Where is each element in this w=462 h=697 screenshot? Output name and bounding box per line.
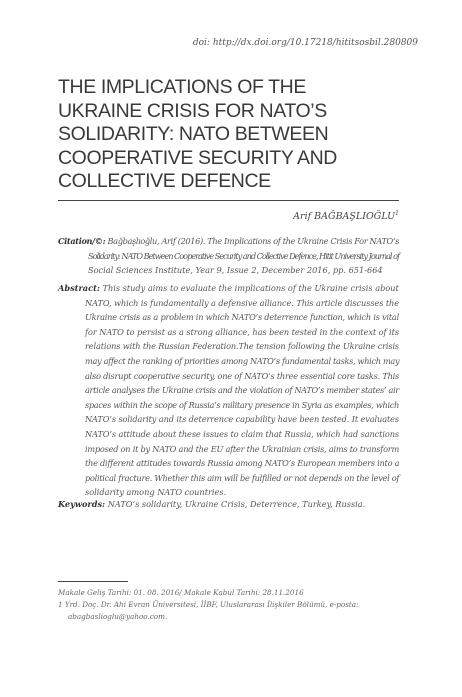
title-divider [58, 200, 399, 201]
abstract-line: article analyses the Ukraine crisis and the violation of NATO’s member states’ air [85, 385, 399, 396]
abstract-line: solidarity among NATO countries. [85, 487, 227, 498]
footnote-divider [58, 581, 128, 582]
abstract-line: spaces within the scope of Russia’s military presence in Syria as examples, which [85, 399, 399, 410]
submission-dates: Makale Geliş Tarihi: 01. 08. 2016/ Makale Kabul Tarihi: 28.11.2016 [58, 588, 304, 597]
abstract-line: NATO’s attitude about these issues to claim that Russia, which had sanctions [85, 428, 399, 439]
citation-line: Bağbaşlıoğlu, Arif (2016). The Implications of the Ukraine Crisis For NATO’s [107, 236, 399, 246]
author-name [293, 210, 399, 222]
author-email[interactable]: abagbaslioglu@yahoo.com. [68, 612, 168, 621]
abstract-block [58, 281, 399, 500]
title-line: UKRAINE CRISIS FOR NATO’S [58, 99, 327, 122]
abstract-line: for NATO to persist as a strong alliance, has been tested in the context of its [85, 326, 399, 337]
abstract-line: Ukraine crisis as a problem in which NATO’s deterrence function, which is vital [85, 312, 399, 323]
author-footnote-mark: 1 [395, 210, 399, 217]
citation-line: Social Sciences Institute, Year 9, Issue 2, December 2016, pp. 651-664 [88, 265, 383, 276]
title-line: COLLECTIVE DEFENCE [58, 170, 271, 192]
abstract-line: NATO’s solidarity and its deterrence capability have been tested. It evaluates [85, 414, 399, 425]
abstract-line: may affect the ranking of priorities among NATO’s fundamental tasks, which may [85, 355, 400, 366]
title-line: THE IMPLICATIONS OF THE [58, 76, 306, 98]
abstract-label: Abstract: [58, 283, 100, 293]
author-text: Arif BAĞBAŞLIOĞLU [293, 211, 396, 223]
author-footnote: 1 Yrd. Doç. Dr. Ahi Evran Üniversitesi, İİBF, Uluslararası İlişkiler Bölümü, e-posta: [58, 600, 359, 609]
keywords-block [58, 497, 399, 512]
keywords-label: Keywords: [58, 499, 106, 509]
title-line: SOLIDARITY: NATO BETWEEN [58, 123, 329, 145]
keywords-text: NATO’s solidarity, Ukraine Crisis, Deterrence, Turkey, Russia. [107, 499, 366, 509]
doi-link[interactable]: doi: http://dx.doi.org/10.17218/hititsosbil.280809 [192, 38, 418, 48]
abstract-line: the different attitudes towards Russia among NATO’s European members into a [85, 458, 400, 469]
abstract-line: This study aims to evaluate the implications of the Ukraine crisis about [102, 283, 399, 293]
abstract-line: NATO, which is fundamentally a defensive alliance. This article discusses the [85, 297, 400, 308]
title-line: COOPERATIVE SECURITY AND [58, 146, 337, 169]
article-title [58, 76, 418, 194]
abstract-line: relations with the Russian Federation.The tension following the Ukraine crisis [85, 341, 399, 352]
citation-block [58, 234, 399, 278]
abstract-line: also disrupt cooperative security, one of NATO’s three essential core tasks. This [85, 370, 399, 381]
abstract-line: imposed on it by NATO and the EU after the Ukrainian crisis, aims to transform [85, 443, 399, 454]
citation-label: Citation/©: [58, 236, 106, 246]
abstract-line: political fracture. Whether this aim will be fulfilled or not depends on the level of [85, 472, 400, 483]
citation-line: Solidarity: NATO Between Cooperative Security and Collective Defence, Hitit University Journal of [88, 250, 399, 261]
